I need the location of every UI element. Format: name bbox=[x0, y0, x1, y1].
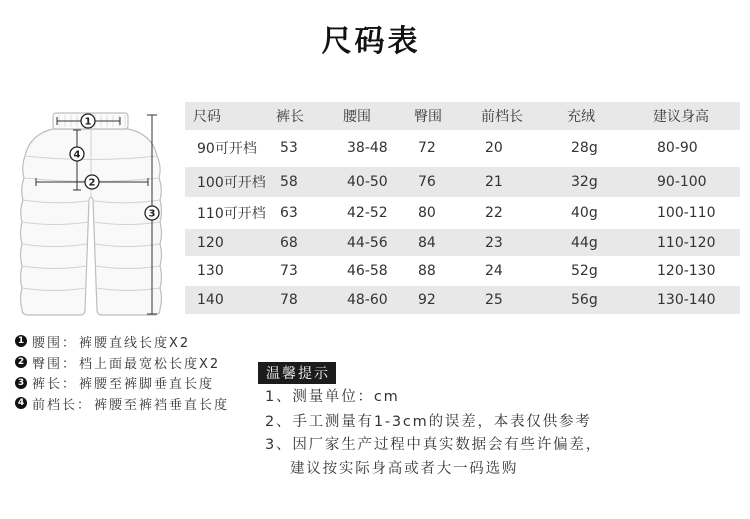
cell-recommended-height: 80-90 bbox=[657, 140, 698, 156]
cell-waist: 46-58 bbox=[347, 262, 388, 279]
cell-hip: 84 bbox=[418, 234, 436, 251]
cell-filling: 44g bbox=[571, 234, 598, 251]
header-hip: 臀围 bbox=[414, 109, 442, 125]
legend-label: 前档长： bbox=[32, 397, 93, 413]
table-row bbox=[185, 133, 740, 163]
cell-front-rise: 25 bbox=[485, 292, 503, 308]
measurement-legend bbox=[15, 331, 255, 414]
marker-waist-number: 1 bbox=[84, 116, 92, 128]
marker-waist bbox=[81, 114, 95, 128]
pants-measurement-diagram bbox=[0, 0, 185, 330]
tip-line-suggestion: 建议按实际身高或者大一码选购 bbox=[290, 461, 519, 477]
tip-line-error: 2、手工测量有1-3cm的误差，本表仅供参考 bbox=[265, 414, 592, 430]
cell-filling: 40g bbox=[571, 205, 598, 221]
marker-hip bbox=[85, 175, 99, 189]
legend-number-badge: 1 bbox=[15, 335, 27, 347]
size-table bbox=[185, 100, 740, 316]
cell-hip: 80 bbox=[418, 205, 436, 221]
legend-description: 裤腰至裤脚垂直长度 bbox=[79, 377, 215, 393]
cell-size: 140 bbox=[197, 292, 224, 308]
cell-filling: 52g bbox=[571, 262, 598, 279]
cell-length: 53 bbox=[280, 140, 298, 156]
page-title: 尺码表 bbox=[321, 24, 421, 59]
cell-waist: 44-56 bbox=[347, 234, 388, 251]
cell-front-rise: 23 bbox=[485, 234, 503, 251]
marker-hip-number: 2 bbox=[88, 177, 96, 189]
table-row bbox=[185, 198, 740, 228]
cell-length: 68 bbox=[280, 234, 298, 251]
cell-front-rise: 20 bbox=[485, 140, 503, 156]
cell-filling: 28g bbox=[571, 140, 598, 156]
marker-front-rise-number: 4 bbox=[73, 149, 81, 161]
cell-hip: 76 bbox=[418, 174, 436, 190]
cell-length: 58 bbox=[280, 174, 298, 190]
cell-hip: 88 bbox=[418, 262, 436, 279]
legend-description: 档上面最宽松长度X2 bbox=[79, 356, 221, 372]
cell-length: 63 bbox=[280, 205, 298, 221]
legend-number-badge: 4 bbox=[15, 397, 27, 409]
cell-length: 78 bbox=[280, 292, 298, 308]
legend-number-badge: 2 bbox=[15, 356, 27, 368]
cell-recommended-height: 90-100 bbox=[657, 174, 707, 190]
cell-waist: 42-52 bbox=[347, 205, 388, 221]
pants-illustration bbox=[21, 113, 162, 315]
legend-label: 腰围： bbox=[32, 335, 78, 351]
cell-filling: 56g bbox=[571, 292, 598, 308]
header-size: 尺码 bbox=[193, 109, 221, 125]
cell-front-rise: 21 bbox=[485, 174, 503, 190]
cell-size: 110可开档 bbox=[197, 206, 266, 222]
header-filling: 充绒 bbox=[567, 109, 595, 125]
cell-front-rise: 24 bbox=[485, 262, 503, 279]
legend-item-length bbox=[15, 372, 255, 393]
marker-length bbox=[145, 206, 159, 220]
cell-size: 100可开档 bbox=[197, 175, 266, 191]
table-row bbox=[185, 257, 740, 284]
cell-recommended-height: 130-140 bbox=[657, 292, 716, 308]
table-row bbox=[185, 286, 740, 314]
table-row bbox=[185, 167, 740, 197]
table-header-row bbox=[185, 102, 740, 130]
cell-hip: 72 bbox=[418, 140, 436, 156]
cell-recommended-height: 110-120 bbox=[657, 234, 716, 251]
header-recommended-height: 建议身高 bbox=[653, 109, 709, 125]
legend-description: 裤腰直线长度X2 bbox=[79, 335, 191, 351]
cell-length: 73 bbox=[280, 262, 298, 279]
legend-item-front-rise bbox=[15, 393, 255, 414]
marker-length-number: 3 bbox=[148, 208, 156, 220]
marker-front-rise bbox=[70, 147, 84, 161]
cell-filling: 32g bbox=[571, 174, 598, 190]
cell-recommended-height: 100-110 bbox=[657, 205, 716, 221]
cell-waist: 40-50 bbox=[347, 174, 388, 190]
legend-label: 裤长： bbox=[32, 377, 78, 393]
header-front-rise: 前档长 bbox=[481, 109, 523, 125]
cell-size: 90可开档 bbox=[197, 141, 257, 157]
cell-waist: 38-48 bbox=[347, 140, 388, 156]
cell-front-rise: 22 bbox=[485, 205, 503, 221]
table-row bbox=[185, 229, 740, 256]
legend-label: 臀围： bbox=[32, 356, 78, 372]
legend-item-hip bbox=[15, 352, 255, 373]
cell-hip: 92 bbox=[418, 292, 436, 308]
header-waist: 腰围 bbox=[343, 109, 371, 125]
tips-heading: 温馨提示 bbox=[258, 362, 336, 384]
tip-line-deviation: 3、因厂家生产过程中真实数据会有些许偏差， bbox=[265, 437, 603, 453]
cell-recommended-height: 120-130 bbox=[657, 262, 716, 279]
cell-size: 130 bbox=[197, 262, 224, 279]
tip-line-unit: 1、测量单位：cm bbox=[265, 389, 400, 405]
legend-description: 裤腰至裤裆垂直长度 bbox=[94, 397, 230, 413]
legend-number-badge: 3 bbox=[15, 377, 27, 389]
legend-item-waist bbox=[15, 331, 255, 352]
header-length: 裤长 bbox=[276, 109, 304, 125]
cell-size: 120 bbox=[197, 234, 224, 251]
cell-waist: 48-60 bbox=[347, 292, 388, 308]
